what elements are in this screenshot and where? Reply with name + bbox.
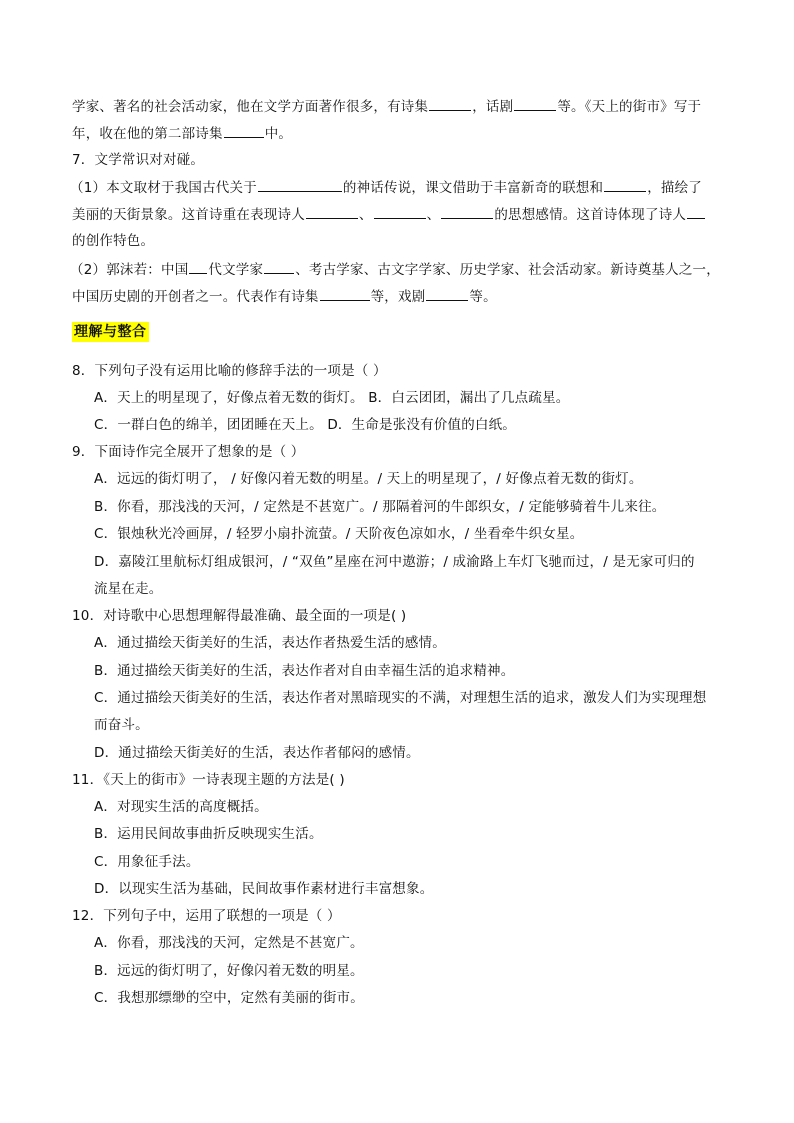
intro-line-1 <box>72 96 701 116</box>
fill-blank[interactable] <box>374 204 426 219</box>
q9-option-a: A．远远的街灯明了， / 好像闪着无数的明星。/ 天上的明星现了，/ 好像点着无数的街灯。 <box>94 471 643 487</box>
text: 中国历史剧的开创者之一。代表作有诗集 <box>72 289 319 305</box>
fill-blank[interactable] <box>429 96 471 111</box>
text: 、 <box>358 207 373 223</box>
q9-option-d-line2: 流星在走。 <box>94 581 163 597</box>
text: 学家、著名的社会活动家，他在文学方面著作很多，有诗集 <box>72 99 429 115</box>
q7-title: 7．文学常识对对碰。 <box>72 152 205 168</box>
q7-part1-line3: 的创作特色。 <box>72 233 155 249</box>
text: 美丽的天街景象。这首诗重在表现诗人 <box>72 207 305 223</box>
fill-blank[interactable] <box>224 123 264 138</box>
q12-option-b: B．远远的街灯明了，好像闪着无数的明星。 <box>94 963 364 979</box>
q12-title: 12．下列句子中，运用了联想的一项是（ ） <box>72 908 341 924</box>
text: 的思想感情。这首诗体现了诗人 <box>494 207 687 223</box>
q12-option-a: A．你看，那浅浅的天河，定然是不甚宽广。 <box>94 935 364 951</box>
text: 、考古学家、古文字学家、历史学家、社会活动家。新诗奠基人之一， <box>295 262 720 278</box>
fill-blank[interactable] <box>426 286 468 301</box>
q7-part1-line1 <box>70 177 702 197</box>
fill-blank[interactable] <box>320 286 370 301</box>
q8-options-row1: A．天上的明星现了，好像点着无数的街灯。 B．白云团团，漏出了几点疏星。 <box>94 390 570 406</box>
q7-part2-line1 <box>70 259 720 279</box>
fill-blank[interactable] <box>687 204 705 219</box>
q11-option-b: B．运用民间故事曲折反映现实生活。 <box>94 826 323 842</box>
text: 的神话传说，课文借助于丰富新奇的联想和 <box>342 180 604 196</box>
q10-option-b: B．通过描绘天街美好的生活，表达作者对自由幸福生活的追求精神。 <box>94 663 515 679</box>
text: 代文学家 <box>208 262 264 278</box>
q11-option-a: A．对现实生活的高度概括。 <box>94 799 268 815</box>
q9-option-c: C．银烛秋光冷画屏，/ 轻罗小扇扑流萤。/ 天阶夜色凉如水，/ 坐看牵牛织女星。 <box>94 526 584 542</box>
text: 年，收在他的第二部诗集 <box>72 126 223 142</box>
fill-blank[interactable] <box>189 259 207 274</box>
text: ，描绘了 <box>647 180 703 196</box>
fill-blank[interactable] <box>306 204 358 219</box>
text: 等，戏剧 <box>370 289 426 305</box>
text: 中。 <box>264 126 293 142</box>
q10-option-c-line1: C．通过描绘天街美好的生活，表达作者对黑暗现实的不满，对理想生活的追求，激发人们为实现理想 <box>94 690 707 706</box>
text: （2）郭沫若：中国 <box>70 262 189 278</box>
fill-blank[interactable] <box>264 259 294 274</box>
q8-title: 8．下列句子没有运用比喻的修辞手法的一项是（ ） <box>72 363 387 379</box>
q9-title: 9．下面诗作完全展开了想象的是（ ） <box>72 444 305 460</box>
fill-blank[interactable] <box>441 204 493 219</box>
q11-option-d: D．以现实生活为基础，民间故事作素材进行丰富想象。 <box>94 881 434 897</box>
fill-blank[interactable] <box>514 96 556 111</box>
intro-line-2 <box>72 123 292 143</box>
text: 等。 <box>469 289 497 305</box>
q7-part1-line2 <box>72 204 706 224</box>
fill-blank[interactable] <box>604 177 646 192</box>
q9-option-d-line1: D．嘉陵江里航标灯组成银河，/ “双鱼”星座在河中遨游；/ 成渝路上车灯飞驰而过，/ 是无家可归的 <box>94 554 695 570</box>
q7-part2-line2 <box>72 286 497 306</box>
text: 、 <box>426 207 441 223</box>
text: ，话剧 <box>472 99 514 115</box>
text: （1）本文取材于我国古代关于 <box>70 180 257 196</box>
q10-option-d: D．通过描绘天街美好的生活，表达作者郁闷的感情。 <box>94 745 420 761</box>
q10-option-c-line2: 而奋斗。 <box>94 717 149 733</box>
q11-title: 11．《天上的街市》一诗表现主题的方法是( ) <box>72 772 345 788</box>
q12-option-c: C．我想那缥缈的空中，定然有美丽的街市。 <box>94 990 364 1006</box>
q10-option-a: A．通过描绘天街美好的生活，表达作者热爱生活的感情。 <box>94 635 446 651</box>
q10-title: 10．对诗歌中心思想理解得最准确、最全面的一项是( ) <box>72 608 407 624</box>
q8-options-row2: C．一群白色的绵羊，团团睡在天上。 D．生命是张没有价值的白纸。 <box>94 417 517 433</box>
text: 等。《天上的街市》写于 <box>557 99 702 115</box>
q9-option-b: B．你看，那浅浅的天河，/ 定然是不甚宽广。/ 那隔着河的牛郎织女，/ 定能够骑着牛儿来往。 <box>94 499 666 515</box>
section-heading: 理解与整合 <box>74 324 147 340</box>
q11-option-c: C．用象征手法。 <box>94 854 200 870</box>
fill-blank[interactable] <box>258 177 342 192</box>
